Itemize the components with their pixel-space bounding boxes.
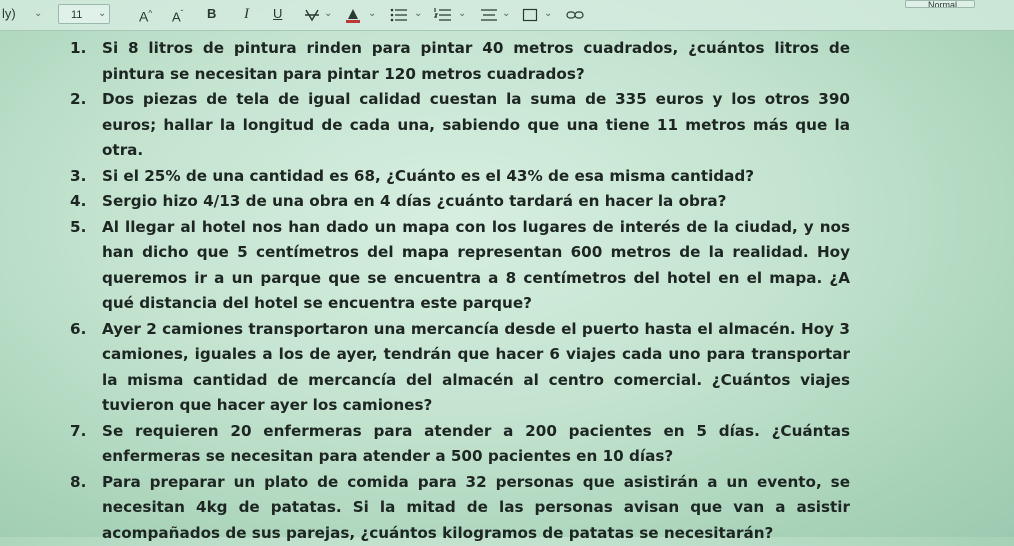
bold-button[interactable]: B	[207, 4, 216, 24]
align-icon	[480, 7, 498, 23]
problem-number: 8.	[70, 470, 86, 496]
borders-button[interactable]	[522, 4, 538, 24]
problem-text: Se requieren 20 enfermeras para atender a 200 pacientes en 5 días. ¿Cuántas enfermeras se necesitan para atender a 500 pacientes en 10 días?	[102, 419, 850, 470]
problem-text: Para preparar un plato de comida para 32 personas que asistirán a un evento, se necesitan 4kg de patatas. Si la mitad de las personas avisan que van a asistir acompañados de sus parejas, ¿cuántos kilogramos de patatas se necesitarán?	[102, 470, 850, 546]
bullet-list-button[interactable]	[390, 4, 408, 24]
problem-text: Ayer 2 camiones transportaron una mercancía desde el puerto hasta el almacén. Hoy 3 camiones, iguales a los de ayer, tendrán que hacer 6 viajes cada uno para transportar la misma cantidad de mercancía del almacén al centro comercial. ¿Cuántos viajes tuvieron que hacer ayer los camiones?	[102, 317, 850, 419]
style-normal: Normal	[928, 0, 957, 8]
problem-number: 3.	[70, 164, 86, 190]
formatting-toolbar	[0, 0, 1014, 31]
borders-icon	[522, 7, 538, 23]
problem-number: 4.	[70, 189, 86, 215]
bullet-list-dropdown-icon[interactable]: ⌄	[414, 4, 422, 24]
caret-down-icon: ˇ	[181, 9, 184, 18]
problem-text: Si 8 litros de pintura rinden para pintar 40 metros cuadrados, ¿cuántos litros de pintura se necesitan para pintar 120 metros cuadrados?	[102, 36, 850, 87]
underline-button[interactable]: U	[273, 4, 282, 24]
problem-item	[70, 36, 850, 87]
strikethrough-icon[interactable]	[304, 4, 320, 24]
problem-item	[70, 189, 850, 215]
problem-number: 1.	[70, 36, 86, 62]
problem-text: Sergio hizo 4/13 de una obra en 4 días ¿cuánto tardará en hacer la obra?	[102, 189, 850, 215]
shrink-font-label: A	[172, 9, 181, 24]
problem-item	[70, 419, 850, 470]
font-name-field[interactable]: ly)	[2, 4, 16, 24]
problem-text: Si el 25% de una cantidad es 68, ¿Cuánto es el 43% de esa misma cantidad?	[102, 164, 850, 190]
problem-item	[70, 317, 850, 419]
problem-number: 7.	[70, 419, 86, 445]
grow-font-label: A	[139, 9, 148, 25]
caret-up-icon: ^	[148, 9, 152, 18]
problem-number: 5.	[70, 215, 86, 241]
styles-gallery[interactable]	[905, 0, 975, 8]
problem-number: 2.	[70, 87, 86, 113]
font-color-dropdown-icon[interactable]: ⌄	[368, 4, 376, 24]
highlight-dropdown-icon[interactable]: ⌄	[324, 4, 332, 24]
link-button[interactable]	[566, 4, 584, 24]
font-color-icon	[344, 6, 362, 24]
highlight-icon	[304, 7, 320, 23]
numbered-list-icon	[434, 7, 452, 23]
problem-item	[70, 164, 850, 190]
problem-text: Dos piezas de tela de igual calidad cuestan la suma de 335 euros y los otros 390 euros; hallar la longitud de cada una, sabiendo que una tiene 11 metros más que la otra.	[102, 87, 850, 164]
bullet-list-icon	[390, 7, 408, 23]
document-body	[70, 36, 850, 546]
align-button[interactable]	[480, 4, 498, 24]
problem-item	[70, 87, 850, 164]
problem-text: Al llegar al hotel nos han dado un mapa con los lugares de interés de la ciudad, y nos han dicho que 5 centímetros del mapa representan 600 metros de la realidad. Hoy queremos ir a un parque que se encuentra a 8 centímetros del hotel en el mapa. ¿A qué distancia del hotel se encuentra este parque?	[102, 215, 850, 317]
font-size-value: 11	[71, 9, 82, 21]
problem-item	[70, 470, 850, 546]
borders-dropdown-icon[interactable]: ⌄	[544, 4, 552, 24]
grow-font-button[interactable]	[139, 4, 152, 24]
problem-number: 6.	[70, 317, 86, 343]
align-dropdown-icon[interactable]: ⌄	[502, 4, 510, 24]
italic-button[interactable]: I	[244, 4, 249, 24]
shrink-font-button[interactable]	[172, 4, 183, 24]
numbered-list-button[interactable]	[434, 4, 452, 24]
link-icon	[566, 8, 584, 22]
font-name-dropdown-icon[interactable]: ⌄	[34, 4, 42, 24]
font-color-button[interactable]	[344, 4, 362, 24]
problem-item	[70, 215, 850, 317]
font-size-dropdown-icon[interactable]: ⌄	[98, 4, 106, 24]
numbered-list-dropdown-icon[interactable]: ⌄	[458, 4, 466, 24]
